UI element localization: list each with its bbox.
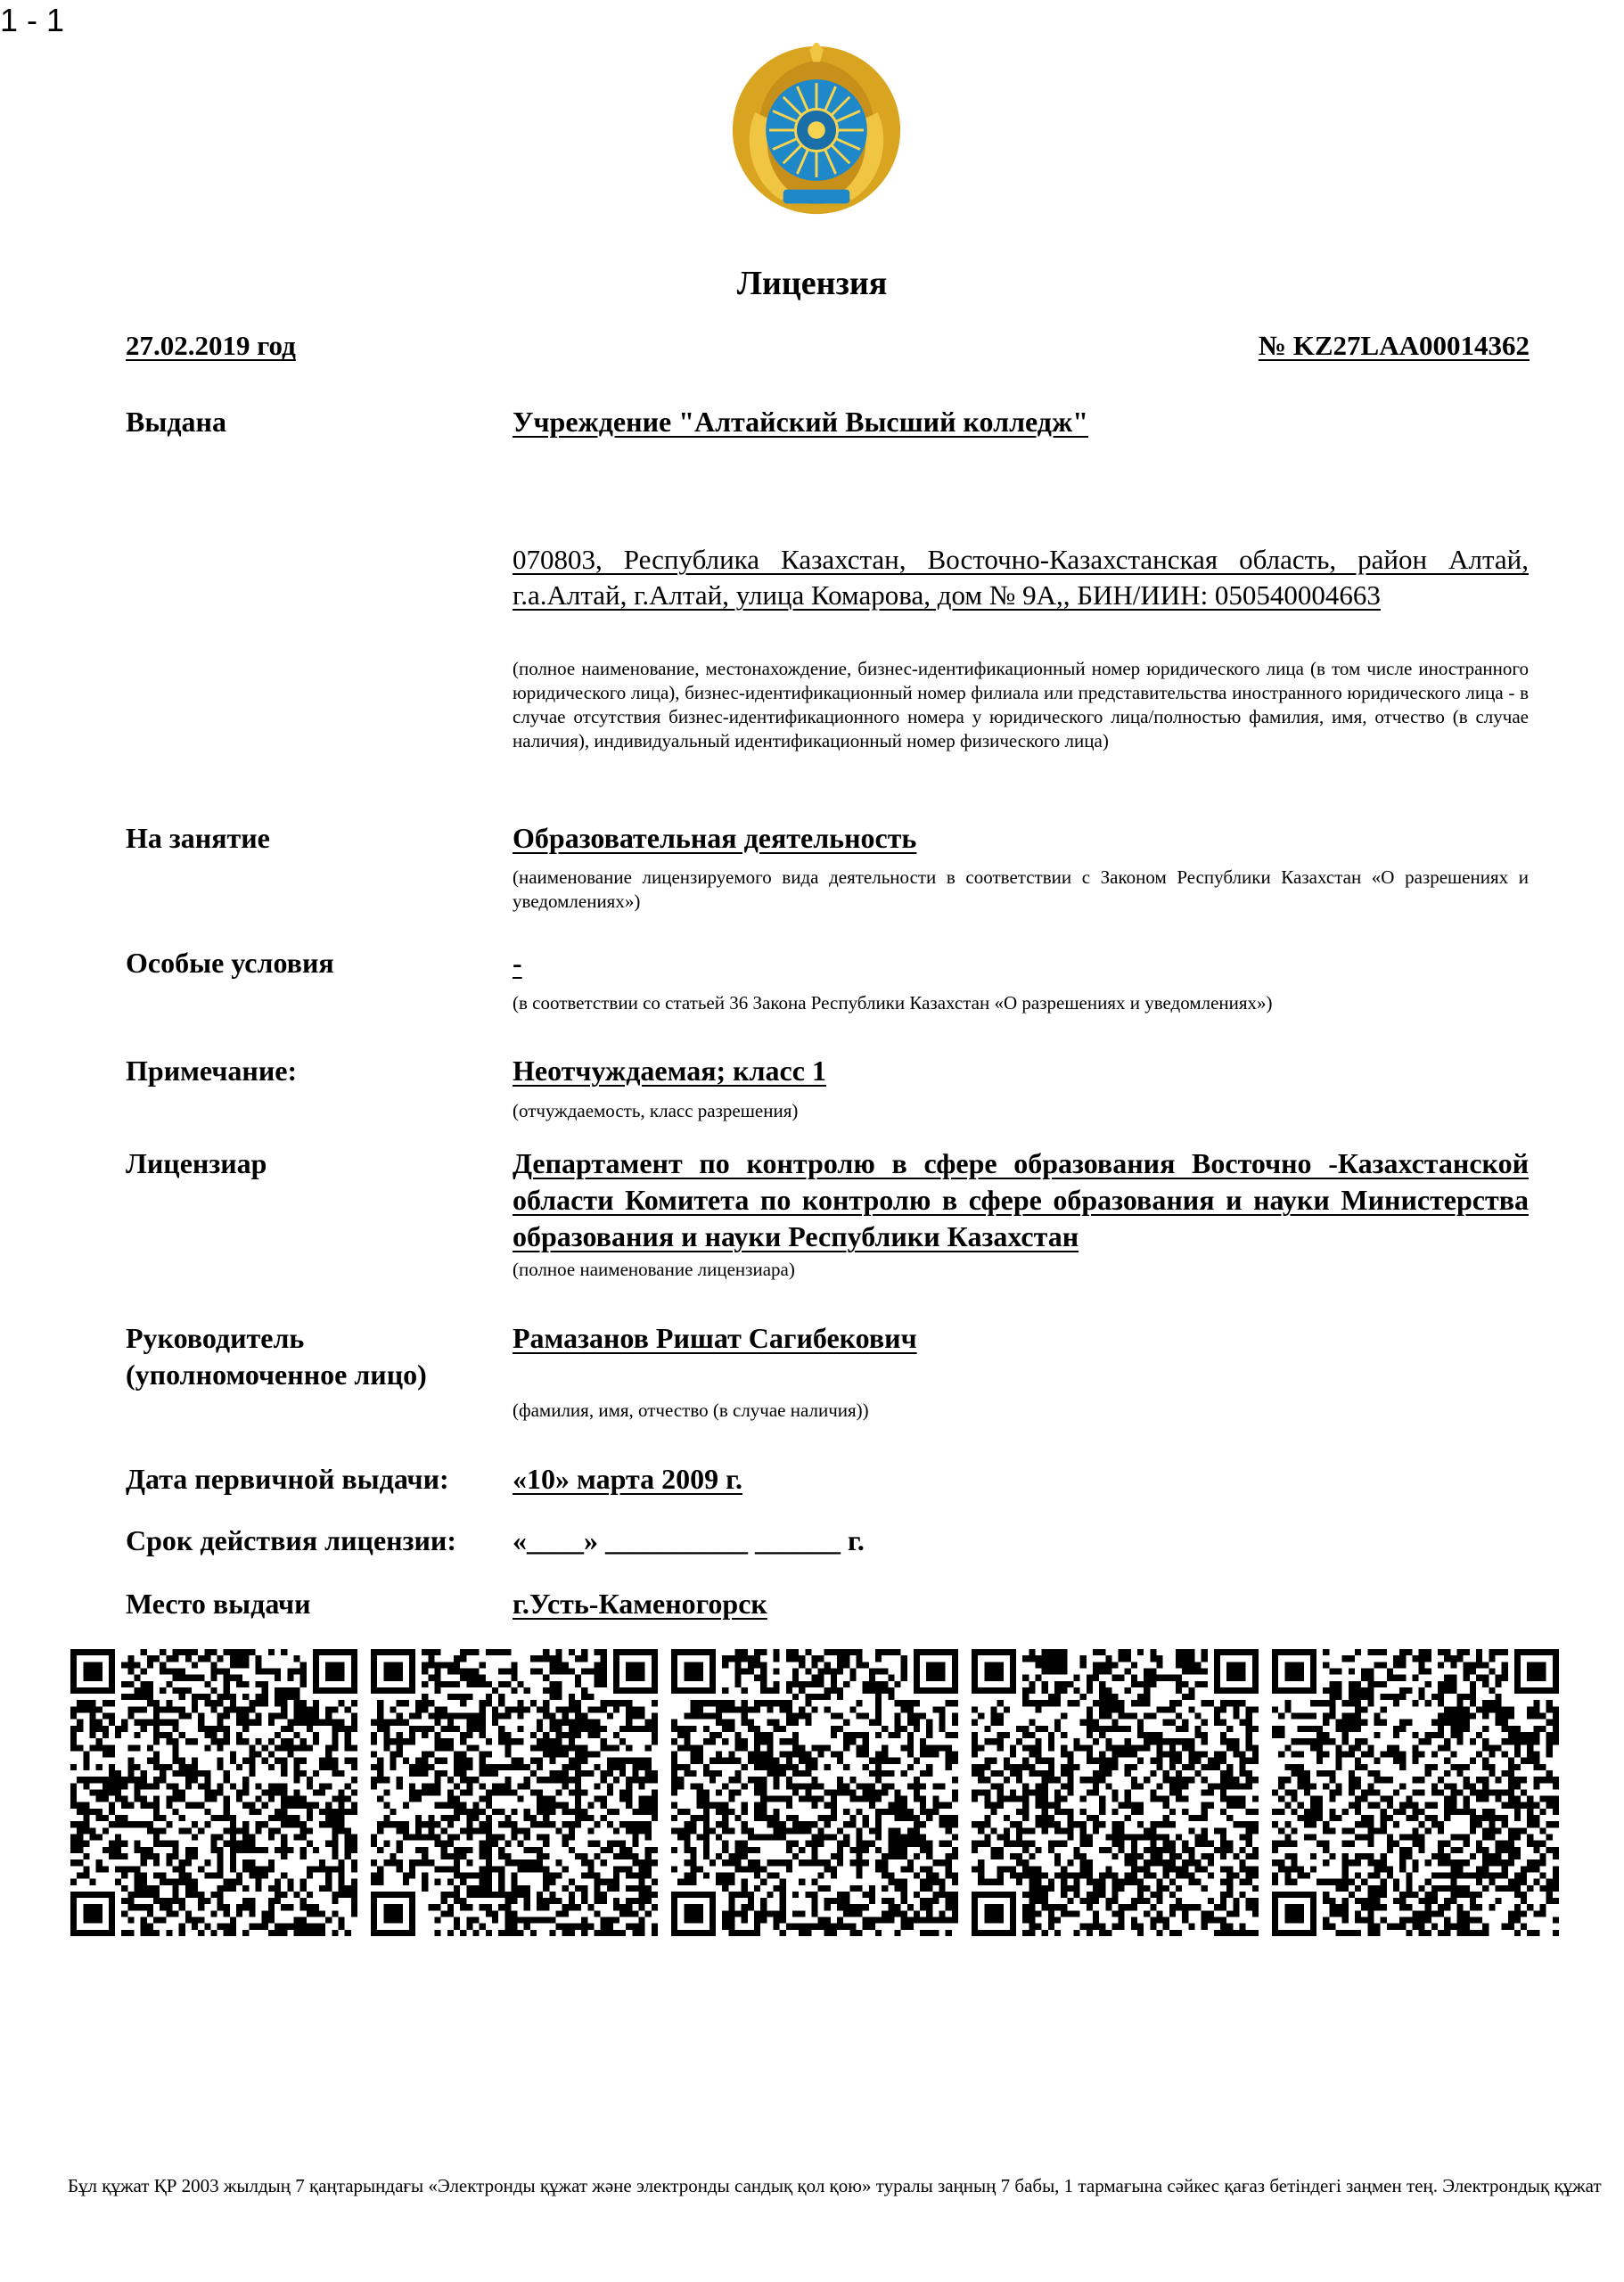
conditions-label: Особые условия [126,947,334,979]
activity-text: Образовательная деятельность [513,822,917,854]
qr-code-icon [371,1649,658,1936]
head-value [513,1320,1529,1357]
activity-note: (наименование лицензируемого вида деятельности в соответствии с Законом Республики Казахстан «О разрешениях и уведомлениях») [513,866,1529,912]
issued-address-text: 070803, Республика Казахстан, Восточно-Казахстанская область, район Алтай, г.а.Алтай, г.Алтай, улица Комарова, дом № 9А,, БИН/ИИН: 050540004663 [513,544,1529,611]
issued-value [513,404,1529,440]
licensor-value [513,1145,1529,1255]
remark-label: Примечание: [126,1055,298,1087]
issued-name: Учреждение "Алтайский Высший колледж" [513,406,1088,438]
qr-code-icon [972,1649,1259,1936]
state-emblem-icon [729,43,904,218]
remark-note: (отчуждаемость, класс разрешения) [513,1100,799,1121]
conditions-value [513,945,1529,981]
page-number: 1 - 1 [0,2,65,38]
head-label-line1: Руководитель [126,1322,305,1354]
first-issue-text: «10» марта 2009 г. [513,1463,742,1495]
head-note: (фамилия, имя, отчество (в случае наличия)) [513,1400,869,1421]
first-issue-value [513,1461,1529,1498]
place-label: Место выдачи [126,1588,311,1620]
head-name: Рамазанов Ришат Сагибекович [513,1322,917,1354]
validity-label: Срок действия лицензии: [126,1524,456,1556]
qr-code-icon [1272,1649,1559,1936]
legal-footer: Бұл құжат ҚР 2003 жылдың 7 қаңтарындағы «Электронды құжат және электронды сандық қол қою» туралы заңның 7 бабы, 1 тармағына сәйкес қағаз бетіндегі заңмен тең. Электрондық құжат [68,2175,1602,2196]
validity-value: «____» __________ ______ г. [513,1524,865,1556]
issued-address [513,542,1529,613]
issued-label: Выдана [126,406,226,438]
conditions-text: - [513,947,522,979]
head-label [126,1320,427,1393]
licensor-label: Лицензиар [126,1147,267,1179]
activity-value [513,820,1529,857]
qr-code-icon [70,1649,357,1936]
page-title: Лицензия [736,265,888,302]
issued-note: (полное наименование, местонахождение, бизнес-идентификационный номер юридического лица (в том числе иностранного юридического лица), бизнес-идентификационный номер филиала или представительства иностранного юридического лица - в случае отсутствия бизнес-идентификационного номера у юридического лица/полностью фамилия, имя, отчество (в случае наличия), индивидуальный идентификационный номер физического лица) [513,658,1529,751]
licensor-note: (полное наименование лицензиара) [513,1259,795,1280]
license-number: № KZ27LAA00014362 [1258,330,1530,361]
remark-text: Неотчуждаемая; класс 1 [513,1055,826,1087]
first-issue-label: Дата первичной выдачи: [126,1463,449,1495]
conditions-note: (в соответствии со статьей 36 Закона Республики Казахстан «О разрешениях и уведомлениях») [513,992,1273,1014]
place-value [513,1586,1529,1622]
head-label-line2: (уполномоченное лицо) [126,1359,427,1391]
remark-value [513,1053,1529,1089]
qr-code-icon [671,1649,958,1936]
license-date: 27.02.2019 год [126,330,296,361]
activity-label: На занятие [126,822,270,854]
licensor-text: Департамент по контролю в сфере образования Восточно -Казахстанской области Комитета по контролю в сфере образования и науки Министерства образования и науки Республики Казахстан [513,1147,1529,1252]
place-text: г.Усть-Каменогорск [513,1588,767,1620]
